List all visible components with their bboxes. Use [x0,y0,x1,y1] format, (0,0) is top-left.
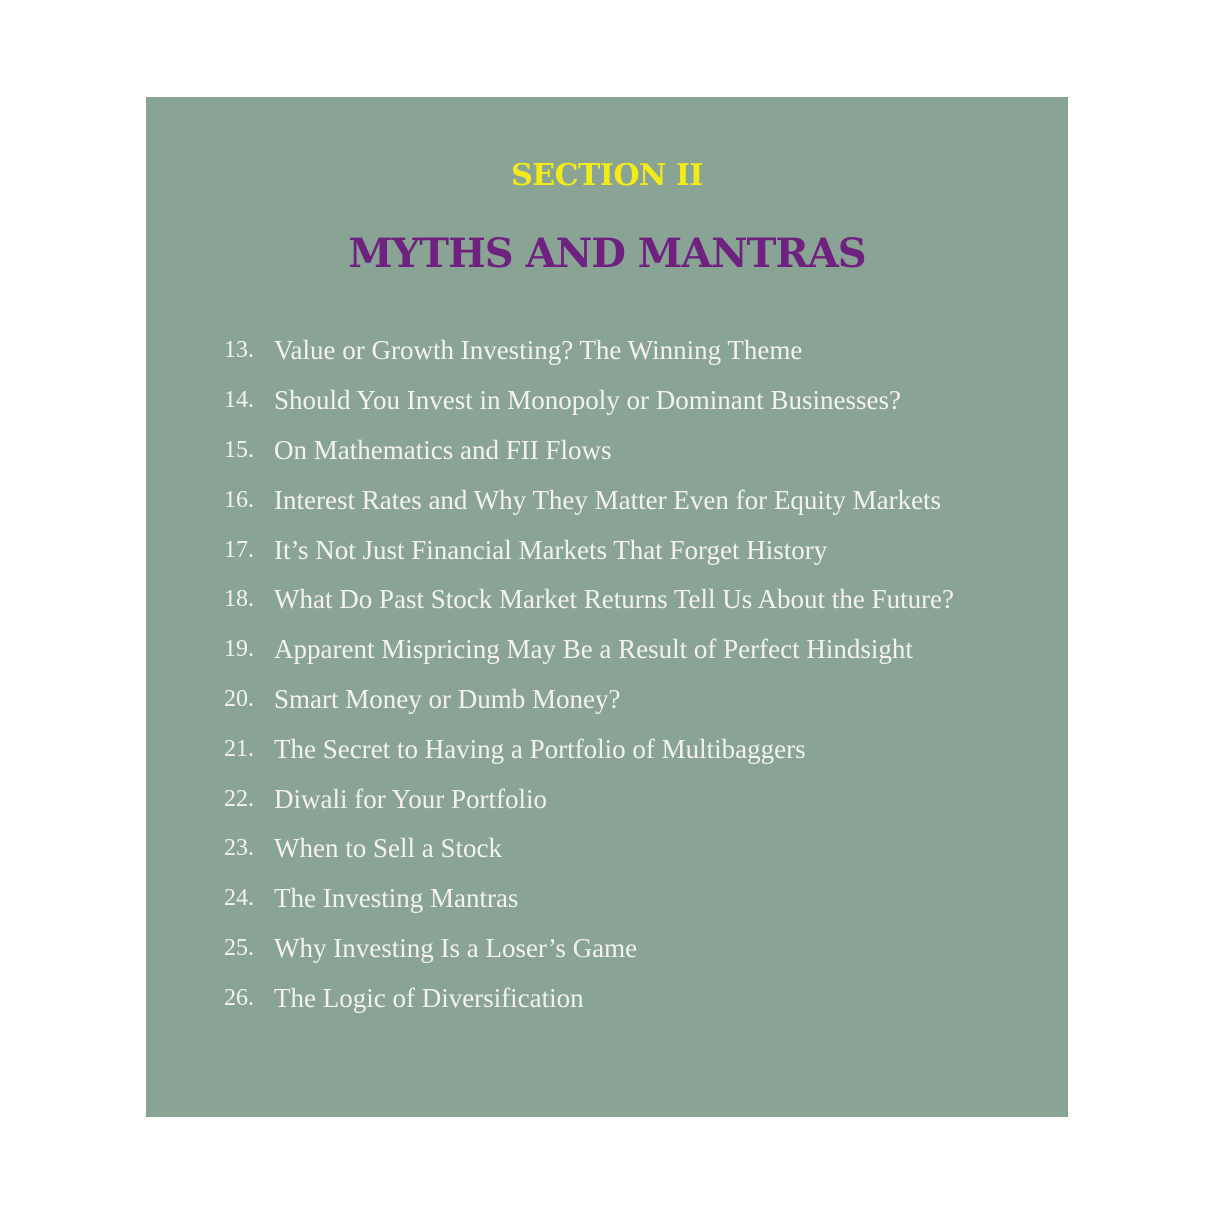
toc-item-number: 24. [224,885,254,912]
toc-item [224,774,1024,824]
toc-item-title: The Logic of Diversification [274,982,584,1013]
toc-item-number: 14. [224,387,254,414]
toc-item-title: Interest Rates and Why They Matter Even for Equity Markets [274,484,942,515]
toc-item-number: 21. [224,735,254,762]
toc-item-number: 25. [224,934,254,961]
toc-item-number: 18. [224,586,254,613]
toc-item-title: Apparent Mispricing May Be a Result of Perfect Hindsight [274,634,913,665]
toc-item-title: What Do Past Stock Market Returns Tell Us About the Future? [274,584,955,615]
toc-item [224,625,1024,675]
toc-item [224,675,1024,725]
toc-item-title: When to Sell a Stock [274,833,502,864]
toc-item-number: 15. [224,436,254,463]
toc-item-title: On Mathematics and FII Flows [274,434,612,465]
toc-item-title: The Investing Mantras [274,883,519,914]
toc-item-title: Why Investing Is a Loser’s Game [274,932,638,963]
toc-item [224,973,1024,1023]
toc-item-number: 13. [224,337,254,364]
toc-item-title: Value or Growth Investing? The Winning Theme [274,335,803,366]
toc-item [224,426,1024,476]
toc-item [224,525,1024,575]
toc-item-number: 23. [224,835,254,862]
section-title: MYTHS AND MANTRAS [348,230,866,277]
toc-item [224,376,1024,426]
table-of-contents [224,326,1024,1023]
toc-item [224,326,1024,376]
toc-item [224,575,1024,625]
toc-item-number: 17. [224,536,254,563]
toc-item-title: Should You Invest in Monopoly or Dominant Businesses? [274,385,902,416]
toc-item [224,724,1024,774]
toc-item [224,874,1024,924]
section-label: SECTION II [511,158,703,193]
toc-item-title: Smart Money or Dumb Money? [274,683,621,714]
toc-item [224,475,1024,525]
toc-item-number: 19. [224,636,254,663]
toc-item [224,824,1024,874]
toc-item-number: 22. [224,785,254,812]
toc-item [224,924,1024,974]
toc-item-number: 20. [224,685,254,712]
toc-item-title: The Secret to Having a Portfolio of Multibaggers [274,733,806,764]
toc-item-title: Diwali for Your Portfolio [274,783,548,814]
toc-item-title: It’s Not Just Financial Markets That Forget History [274,534,828,565]
toc-item-number: 26. [224,984,254,1011]
toc-item-number: 16. [224,486,254,513]
